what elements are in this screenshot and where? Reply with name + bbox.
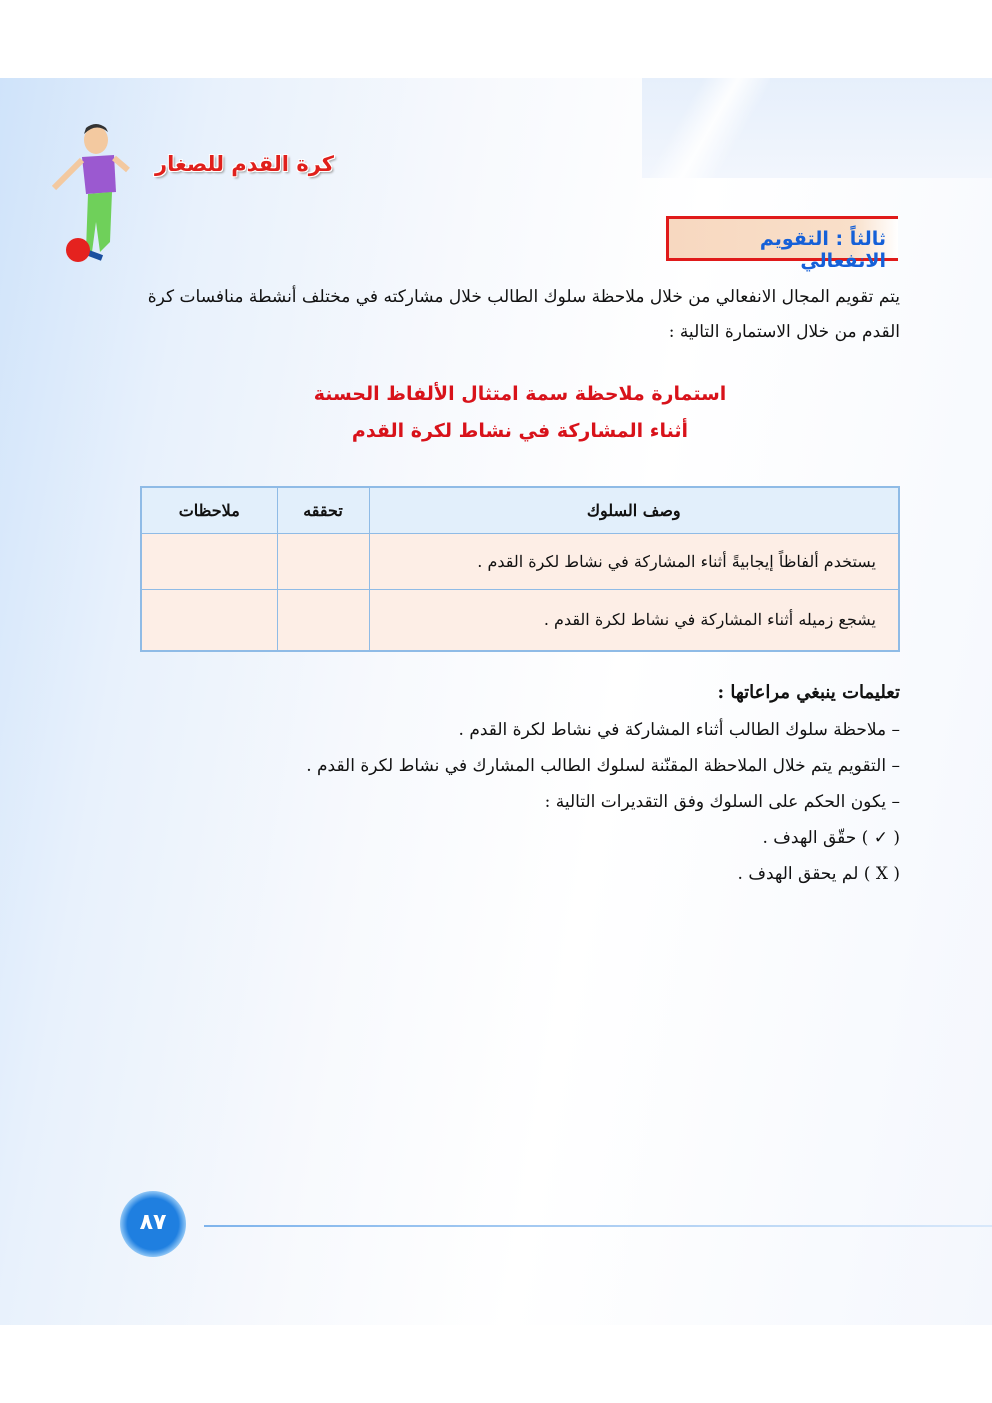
instruction-item: – التقويم يتم خلال الملاحظة المقنّنة لسلوك الطالب المشارك في نشاط لكرة القدم . — [306, 756, 900, 776]
notes-cell[interactable] — [141, 533, 277, 589]
header-notes: ملاحظات — [141, 487, 277, 533]
table-header-row — [141, 487, 899, 533]
rating-not-achieved: ( X ) لم يحقق الهدف . — [737, 864, 900, 884]
section-title: ثالثاً : التقويم الانفعالي — [666, 216, 898, 261]
behavior-cell: يشجع زميله أثناء المشاركة في نشاط لكرة القدم . — [369, 589, 899, 651]
page-number: ٨٧ — [120, 1191, 186, 1257]
table-row — [141, 589, 899, 651]
table-row — [141, 533, 899, 589]
form-title-line-1: استمارة ملاحظة سمة امتثال الألفاظ الحسنة — [313, 383, 727, 405]
notes-cell[interactable] — [141, 589, 277, 651]
instruction-item: – يكون الحكم على السلوك وفق التقديرات التالية : — [544, 792, 900, 812]
rating-achieved: ( ✓ ) حقّق الهدف . — [762, 828, 900, 848]
observation-table — [140, 486, 900, 652]
book-title-header: كرة القدم للصغار — [155, 152, 334, 176]
achieved-cell[interactable] — [277, 589, 369, 651]
intro-paragraph: يتم تقويم المجال الانفعالي من خلال ملاحظة سلوك الطالب خلال مشاركته في مختلف أنشطة منافسات كرة القدم من خلال الاستمارة التالية : — [147, 287, 900, 342]
decorative-stripe — [650, 78, 770, 178]
boy-footballer-illustration — [48, 122, 138, 267]
instructions-title: تعليمات ينبغي مراعاتها : — [717, 682, 900, 703]
header-achieved: تحققه — [277, 487, 369, 533]
footer-divider — [204, 1225, 992, 1227]
form-title-line-2: أثناء المشاركة في نشاط لكرة القدم — [351, 420, 689, 442]
achieved-cell[interactable] — [277, 533, 369, 589]
behavior-cell: يستخدم ألفاظاً إيجابيةً أثناء المشاركة في نشاط لكرة القدم . — [369, 533, 899, 589]
header-behavior: وصف السلوك — [369, 487, 899, 533]
instruction-item: – ملاحظة سلوك الطالب أثناء المشاركة في نشاط لكرة القدم . — [458, 720, 900, 740]
